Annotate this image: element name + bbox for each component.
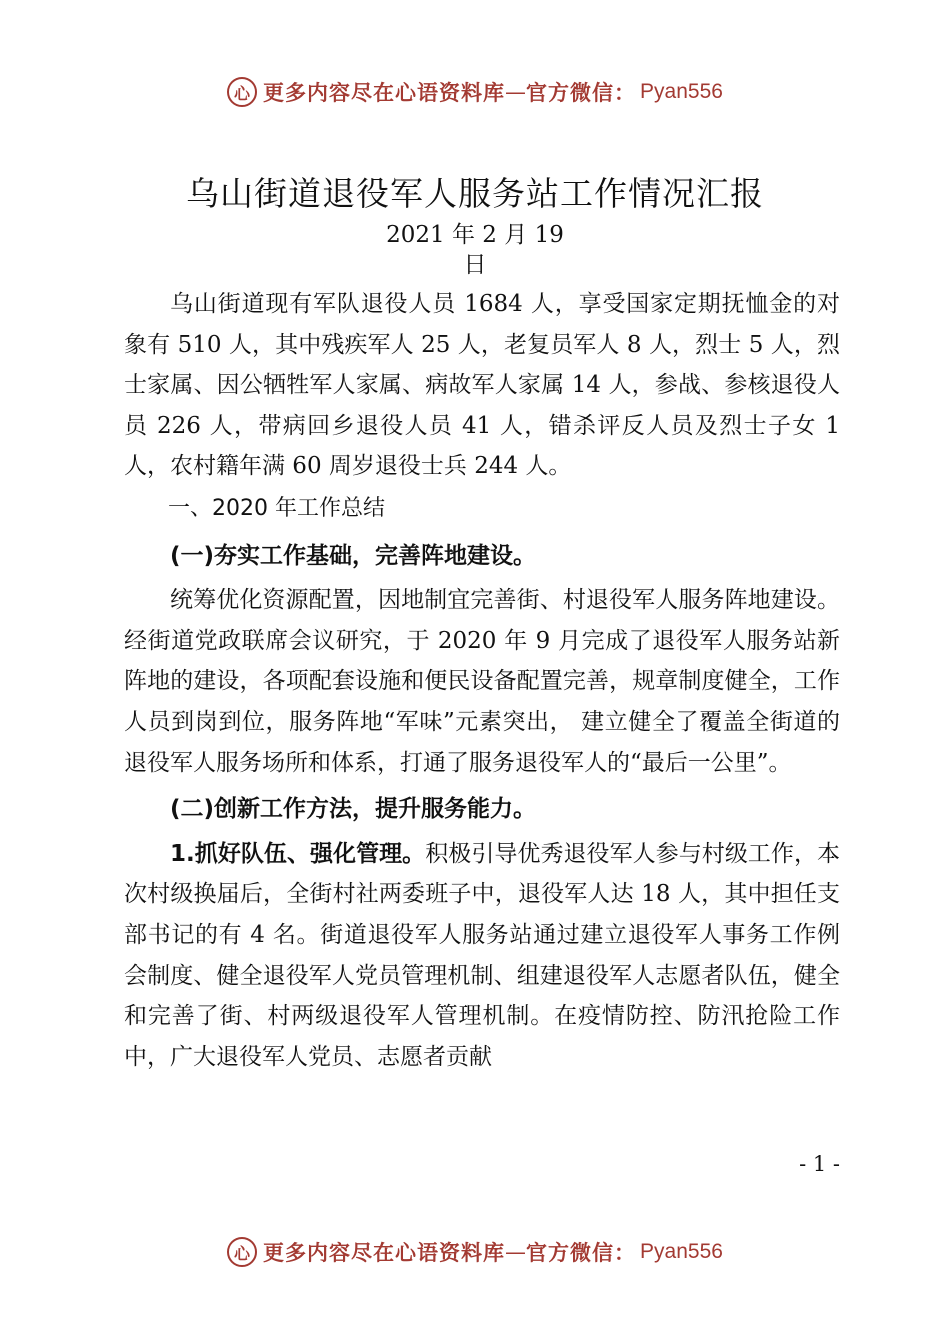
banner-label: 官方微信： [526, 1241, 637, 1265]
brand-logo-icon: 心 [227, 77, 257, 107]
item-1-lead: 1.抓好队伍、强化管理。 [170, 840, 426, 867]
page-number: - 1 - [799, 1152, 840, 1176]
document-date [0, 220, 950, 280]
item-1-body: 积极引导优秀退役军人参与村级工作，本次村级换届后，全街村社两委班子中，退役军人达 18 人，其中担任支部书记的有 4 名。街道退役军人服务站通过建立退役军人事务工作例会制度、健全退役军人党员管理机制、组建退役军人志愿者队伍，健全和完善了街、村两级退役军人管理机制。在疫情防控、防汛抢险工作中，广大退役军人党员、志愿者贡献 [124, 840, 840, 1070]
item-1-paragraph [124, 834, 840, 1078]
top-watermark-banner [0, 72, 950, 112]
section-heading-1: 一、2020 年工作总结 [168, 495, 385, 521]
date-line-2: 日 [463, 252, 487, 278]
banner-separator: — [505, 80, 527, 104]
banner-wechat-id: Pyan556 [640, 80, 723, 103]
banner-text: 更多内容尽在心语资料库 [263, 1241, 506, 1265]
subsection-heading-2: (二)创新工作方法，提升服务能力。 [170, 796, 537, 823]
banner-wechat-id: Pyan556 [640, 1240, 723, 1263]
intro-paragraph: 乌山街道现有军队退役人员 1684 人，享受国家定期抚恤金的对象有 510 人，其中残疾军人 25 人，老复员军人 8 人，烈士 5 人，烈士家属、因公牺牲军人家属、病故军人家属 14 人，参战、参核退役人员 226 人，带病回乡退役人员 41 人，错杀评反人员及烈士子女 1 人，农村籍年满 60 周岁退役士兵 244 人。 [124, 291, 840, 480]
banner-separator: — [505, 1240, 527, 1264]
subsection-1-paragraph: 统筹优化资源配置，因地制宜完善街、村退役军人服务阵地建设。经街道党政联席会议研究，于 2020 年 9 月完成了退役军人服务站新阵地的建设，各项配套设施和便民设备配置完善，规章制度健全，工作人员到岗到位，服务阵地“军味”元素突出， 建立健全了覆盖全街道的退役军人服务场所和体系，打通了服务退役军人的“最后一公里”。 [124, 587, 840, 776]
document-body [124, 284, 840, 1077]
bottom-watermark-banner [0, 1232, 950, 1272]
document-title: 乌山街道退役军人服务站工作情况汇报 [186, 174, 764, 213]
date-line-1: 2021 年 2 月 19 [386, 222, 564, 248]
banner-text: 更多内容尽在心语资料库 [263, 81, 506, 105]
brand-logo-icon: 心 [227, 1237, 257, 1267]
subsection-heading-1: (一)夯实工作基础，完善阵地建设。 [170, 542, 537, 569]
banner-label: 官方微信： [526, 81, 637, 105]
